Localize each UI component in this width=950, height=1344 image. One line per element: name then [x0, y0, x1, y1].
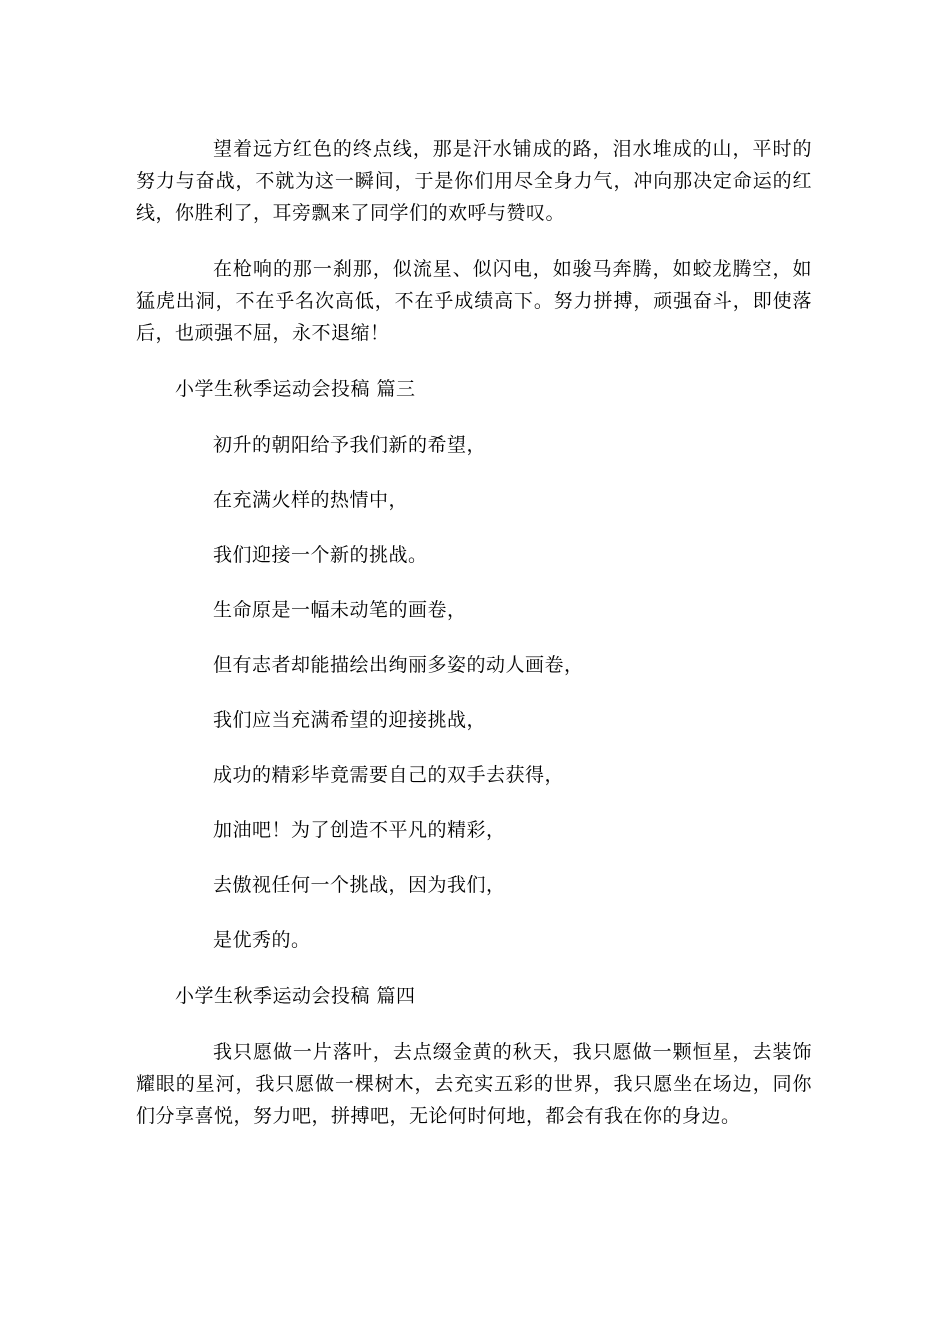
poem-line: 我们应当充满希望的迎接挑战，: [213, 709, 487, 731]
poem-line: 加油吧！为了创造不平凡的精彩，: [213, 819, 506, 841]
poem-line: 初升的朝阳给予我们新的希望，: [213, 434, 487, 456]
poem-line: 但有志者却能描绘出绚丽多姿的动人画卷，: [213, 654, 584, 676]
poem-line: 生命原是一幅未动笔的画卷，: [213, 599, 467, 621]
poem-line: 成功的精彩毕竟需要自己的双手去获得，: [213, 764, 565, 786]
poem-line: 我们迎接一个新的挑战。: [213, 544, 428, 566]
poem-line: 是优秀的。: [213, 929, 311, 951]
paragraph-gunshot: 在枪响的那一刹那，似流星、似闪电，如骏马奔腾，如蛟龙腾空，如猛虎出洞，不在乎名次高低，不在乎成绩高下。努力拼搏，顽强奋斗，即使落后，也顽强不屈，永不退缩！: [136, 258, 812, 344]
paragraph-falling-leaf: 我只愿做一片落叶，去点缀金黄的秋天，我只愿做一颗恒星，去装饰耀眼的星河，我只愿做一棵树木，去充实五彩的世界，我只愿坐在场边，同你们分享喜悦，努力吧，拼搏吧，无论何时何地，都会有我在你的身边。: [136, 1041, 812, 1127]
section-heading-4: 小学生秋季运动会投稿 篇四: [175, 985, 416, 1007]
section-heading-3: 小学生秋季运动会投稿 篇三: [175, 378, 416, 400]
poem-line: 去傲视任何一个挑战，因为我们，: [213, 874, 506, 896]
poem-line: 在充满火样的热情中，: [213, 489, 409, 511]
paragraph-finish-line: 望着远方红色的终点线，那是汗水铺成的路，泪水堆成的山，平时的努力与奋战，不就为这一瞬间，于是你们用尽全身力气，冲向那决定命运的红线，你胜利了，耳旁飘来了同学们的欢呼与赞叹。: [136, 138, 812, 224]
